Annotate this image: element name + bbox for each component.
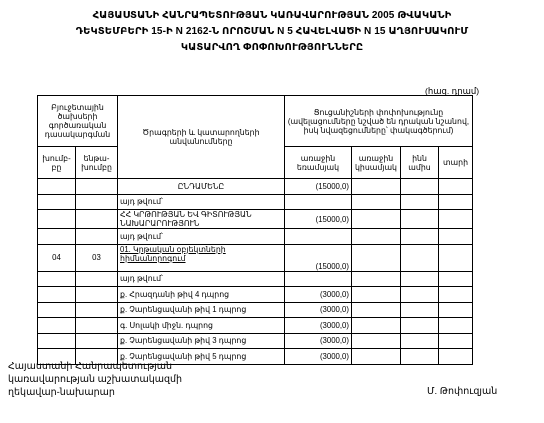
year-value-cell	[439, 244, 473, 271]
header-h1: առաջին կիսամյակ	[352, 147, 401, 179]
subgroup-cell	[76, 318, 118, 334]
m9-value-cell	[401, 194, 439, 210]
q1-value-cell: (15000,0)	[285, 244, 352, 271]
table-row	[38, 244, 473, 271]
group-cell	[38, 333, 76, 349]
m9-value-cell	[401, 333, 439, 349]
program-name-cell: այդ թվում՝	[118, 194, 285, 210]
program-name-cell: 01. Կրթական օբյեկտների հիմնանորոգում	[118, 244, 285, 271]
q1-value-cell: (3000,0)	[285, 302, 352, 318]
program-name-cell: ք. Չարենցավանի թիվ 1 դպրոց	[118, 302, 285, 318]
group-cell	[38, 271, 76, 287]
title-line-2: ԴԵԿՏԵՄԲԵՐԻ 15-Ի N 2162-Ն ՈՐՈՇՄԱՆ N 5 ՀԱՎԵԼՎԱԾԻ N 15 ԱՂՅՈՒՍԱԿՈՒՄ	[75, 26, 469, 37]
header-q1: առաջին եռամսյակ	[285, 147, 352, 179]
h1-value-cell	[352, 210, 401, 229]
header-group: խումբ-բը	[38, 147, 76, 179]
signatory-position	[8, 360, 182, 399]
q1-value-cell: (3000,0)	[285, 333, 352, 349]
subgroup-cell	[76, 179, 118, 195]
h1-value-cell	[352, 229, 401, 245]
subgroup-cell	[76, 271, 118, 287]
year-value-cell	[439, 194, 473, 210]
year-value-cell	[439, 210, 473, 229]
year-value-cell	[439, 318, 473, 334]
table-row	[38, 210, 473, 229]
program-name-cell: ԸՆԴԱՄԵՆԸ	[118, 179, 285, 195]
program-name-cell: ք. Հրազդանի թիվ 4 դպրոց	[118, 287, 285, 303]
table-row	[38, 194, 473, 210]
m9-value-cell	[401, 244, 439, 271]
table-row	[38, 333, 473, 349]
h1-value-cell	[352, 349, 401, 365]
program-name-cell: գ. Սոլակի միջն. դպրոց	[118, 318, 285, 334]
q1-value-cell: (3000,0)	[285, 349, 352, 365]
subgroup-cell	[76, 194, 118, 210]
m9-value-cell	[401, 210, 439, 229]
subgroup-cell	[76, 229, 118, 245]
document-title	[0, 8, 544, 56]
group-cell	[38, 302, 76, 318]
year-value-cell	[439, 271, 473, 287]
group-cell	[38, 194, 76, 210]
m9-value-cell	[401, 179, 439, 195]
h1-value-cell	[352, 318, 401, 334]
table-row	[38, 179, 473, 195]
m9-value-cell	[401, 271, 439, 287]
h1-value-cell	[352, 287, 401, 303]
table-row	[38, 229, 473, 245]
table-row	[38, 302, 473, 318]
unit-note: (հազ. դրամ)	[425, 86, 480, 96]
position-line-2: կառավարության աշխատակազմի	[8, 374, 183, 385]
m9-value-cell	[401, 302, 439, 318]
header-year: տարի	[439, 147, 473, 179]
header-m9: ինն ամիս	[401, 147, 439, 179]
year-value-cell	[439, 179, 473, 195]
year-value-cell	[439, 302, 473, 318]
group-cell	[38, 210, 76, 229]
year-value-cell	[439, 287, 473, 303]
year-value-cell	[439, 229, 473, 245]
group-cell: 04	[38, 244, 76, 271]
table-row	[38, 287, 473, 303]
h1-value-cell	[352, 271, 401, 287]
m9-value-cell	[401, 287, 439, 303]
header-changes: Ցուցանիշների փոփոխությունը (ավելացումները նշված են դրական նշանով, իսկ նվազեցումները՝ փակագծերում)	[285, 96, 473, 147]
group-cell	[38, 179, 76, 195]
signatory-name: Մ. Թոփուզյան	[427, 386, 498, 397]
title-line-1: ՀԱՅԱՍՏԱՆԻ ՀԱՆՐԱՊԵՏՈՒԹՅԱՆ ԿԱՌԱՎԱՐՈՒԹՅԱՆ 2005 ԹՎԱԿԱՆԻ	[92, 10, 452, 21]
h1-value-cell	[352, 333, 401, 349]
q1-value-cell: (15000,0)	[285, 179, 352, 195]
subgroup-cell	[76, 287, 118, 303]
subgroup-cell	[76, 333, 118, 349]
q1-value-cell	[285, 194, 352, 210]
table-row	[38, 318, 473, 334]
title-line-3: ԿԱՏԱՐՎՈՂ ՓՈՓՈԽՈՒԹՅՈՒՆՆԵՐԸ	[180, 42, 364, 53]
group-cell	[38, 287, 76, 303]
program-name-cell: ք. Չարենցավանի թիվ 3 դպրոց	[118, 333, 285, 349]
header-programs: Ծրագրերի և կատարողների անվանումները	[118, 96, 285, 179]
header-subgroup: ենթա-խումբը	[76, 147, 118, 179]
subgroup-cell	[76, 210, 118, 229]
h1-value-cell	[352, 302, 401, 318]
h1-value-cell	[352, 244, 401, 271]
table-row	[38, 271, 473, 287]
header-budget-class: Բյուջետային ծախսերի գործառական դասակարգման	[38, 96, 118, 147]
h1-value-cell	[352, 194, 401, 210]
group-cell	[38, 318, 76, 334]
m9-value-cell	[401, 318, 439, 334]
subgroup-cell: 03	[76, 244, 118, 271]
m9-value-cell	[401, 349, 439, 365]
position-line-3: ղեկավար-նախարար	[8, 387, 115, 398]
year-value-cell	[439, 333, 473, 349]
q1-value-cell	[285, 271, 352, 287]
q1-value-cell	[285, 229, 352, 245]
program-name-cell: այդ թվում՝	[118, 229, 285, 245]
position-line-1: Հայաստանի Հանրապետության	[8, 361, 172, 372]
group-cell	[38, 229, 76, 245]
program-name-cell: ք. Չարենցավանի թիվ 5 դպրոց	[118, 349, 285, 365]
m9-value-cell	[401, 229, 439, 245]
program-name-cell: այդ թվում՝	[118, 271, 285, 287]
q1-value-cell: (15000,0)	[285, 210, 352, 229]
changes-table	[37, 95, 473, 365]
year-value-cell	[439, 349, 473, 365]
program-name-cell: ՀՀ ԿՐԹՈՒԹՅԱՆ ԵՎ ԳԻՏՈՒԹՅԱՆ ՆԱԽԱՐԱՐՈՒԹՅՈՒՆ	[118, 210, 285, 229]
q1-value-cell: (3000,0)	[285, 287, 352, 303]
h1-value-cell	[352, 179, 401, 195]
subgroup-cell	[76, 302, 118, 318]
q1-value-cell: (3000,0)	[285, 318, 352, 334]
